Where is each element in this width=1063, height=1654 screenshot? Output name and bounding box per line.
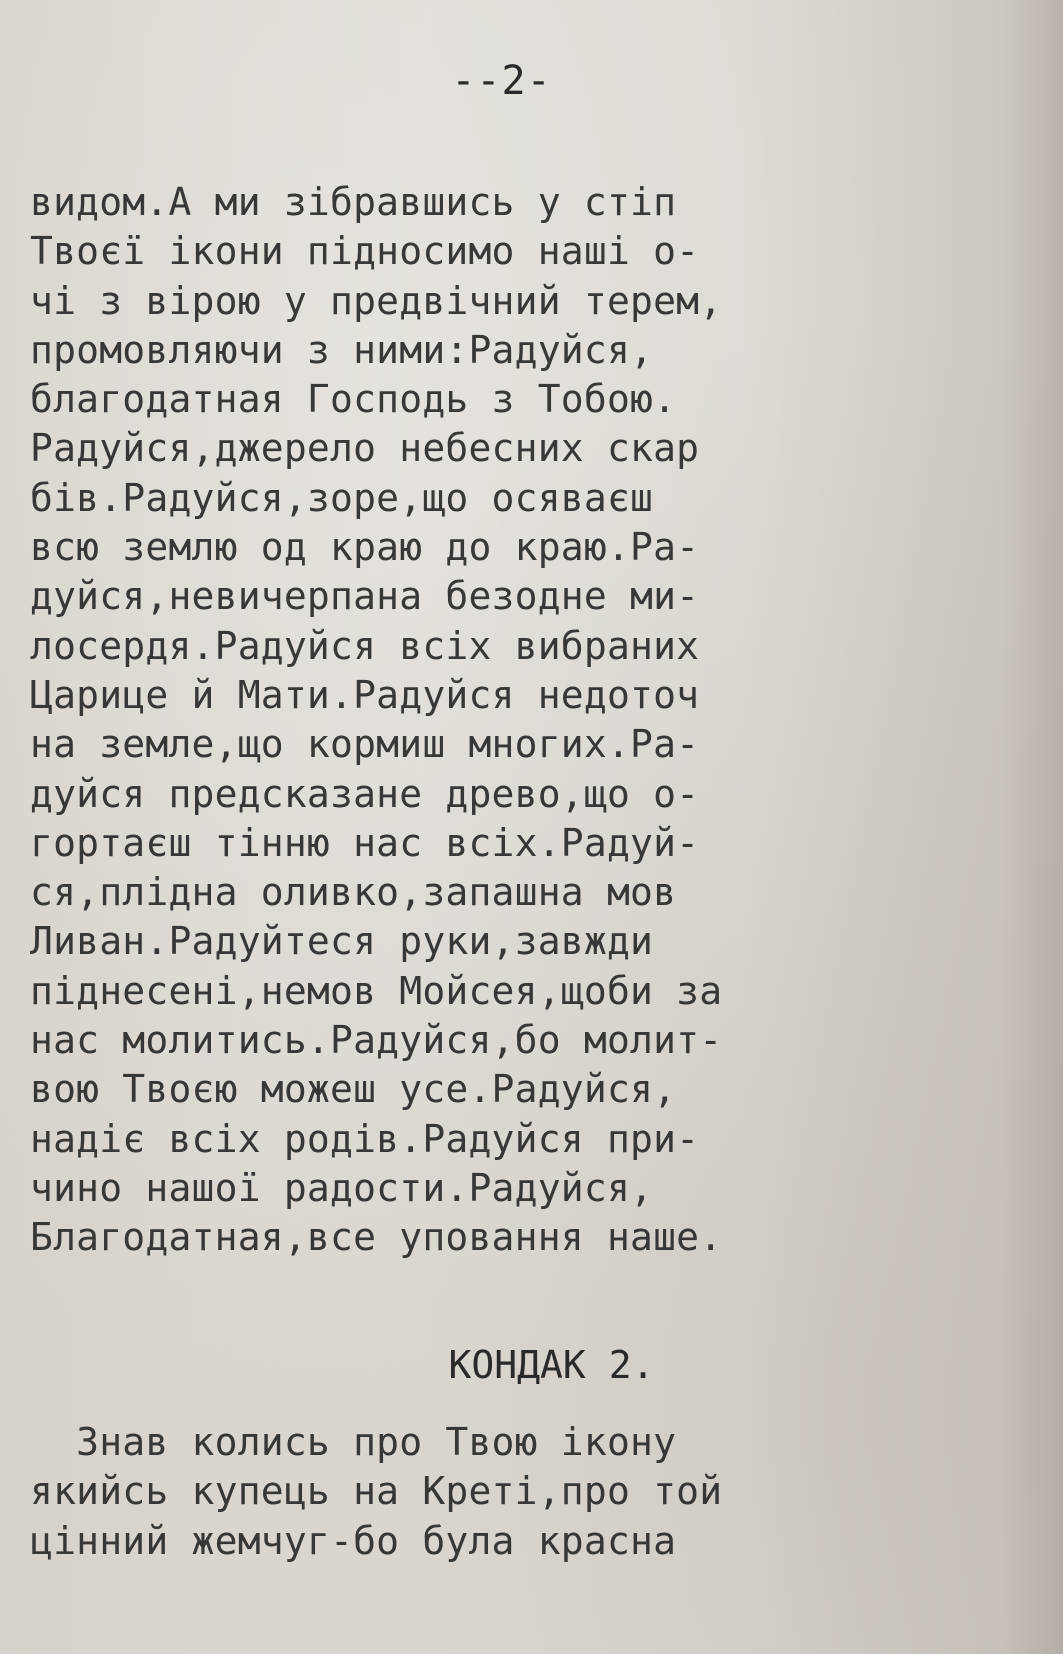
- text-line: на земле,що кормиш многих.Ра-: [30, 722, 700, 767]
- text-line: лосердя.Радуйся всіх вибраних: [30, 623, 700, 668]
- text-line: Благодатная,все уповання наше.: [30, 1215, 723, 1260]
- text-line: ся,плідна оливко,запашна мов: [30, 870, 677, 915]
- text-line: якийсь купець на Креті,про той: [30, 1469, 723, 1514]
- text-line: Знав колись про Твою ікону: [30, 1420, 677, 1464]
- text-line: чино нашої радости.Радуйся,: [30, 1165, 654, 1210]
- kondak-heading: КОНДАК 2.: [448, 1343, 655, 1387]
- text-line: вою Твоєю можеш усе.Радуйся,: [30, 1067, 677, 1112]
- text-line: піднесені,немов Мойсея,щоби за: [30, 968, 723, 1013]
- text-line: надіє всіх родів.Радуйся при-: [30, 1116, 700, 1161]
- text-line: дуйся предсказане древо,що о-: [30, 771, 700, 816]
- text-line: Ливан.Радуйтеся руки,завжди: [30, 919, 654, 964]
- text-line: промовляючи з ними:Радуйся,: [30, 327, 654, 372]
- text-line: Радуйся,джерело небесних скар: [30, 426, 700, 471]
- text-line: нас молитись.Радуйся,бо молит-: [30, 1018, 723, 1063]
- text-line: благодатная Господь з Тобою.: [30, 377, 677, 422]
- text-line: Царице й Мати.Радуйся недоточ: [30, 672, 700, 717]
- text-line: видом.А ми зібравшись у стіп: [30, 180, 677, 224]
- page-number: --2-: [451, 58, 552, 104]
- text-line: гортаєш тінню нас всіх.Радуй-: [30, 820, 700, 865]
- text-line: цінний жемчуг-бо була красна: [30, 1518, 677, 1563]
- text-line: чі з вірою у предвічний терем,: [30, 278, 723, 323]
- text-line: всю землю од краю до краю.Ра-: [30, 525, 700, 570]
- body-text: [30, 178, 1030, 1263]
- text-line: бів.Радуйся,зоре,що осяваєш: [30, 475, 654, 520]
- text-line: Твоєї ікони підносимо наші о-: [30, 229, 700, 274]
- text-line: дуйся,невичерпана безодне ми-: [30, 574, 700, 619]
- kondak-text: [30, 1418, 1030, 1566]
